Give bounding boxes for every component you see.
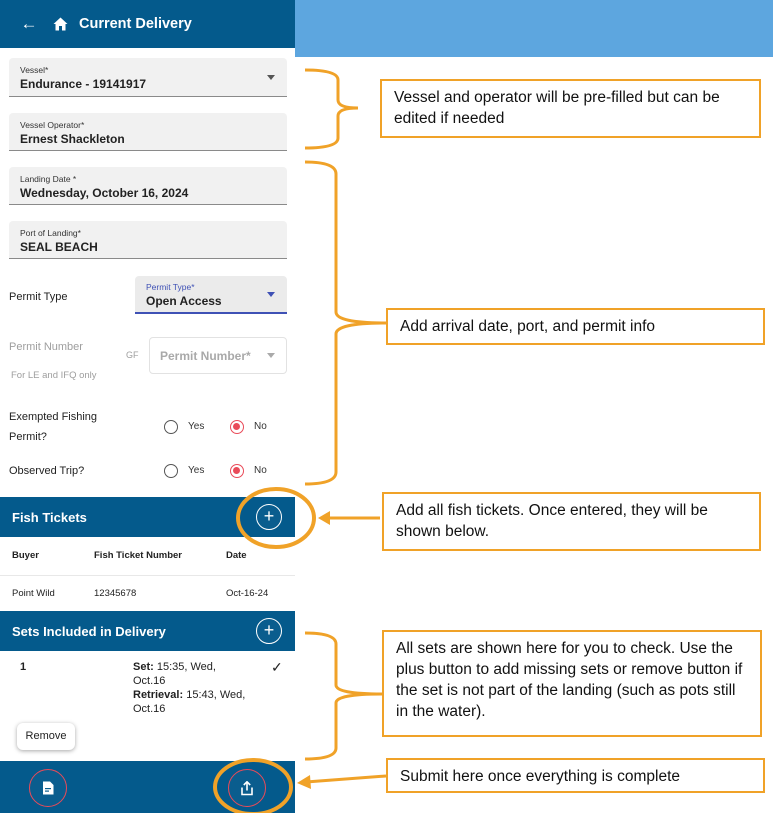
bracket-sets <box>305 633 382 759</box>
fish-tickets-header <box>0 497 295 537</box>
callout-tickets: Add all fish tickets. Once entered, they will be shown below. <box>382 492 761 551</box>
caret-down-icon <box>267 292 275 297</box>
ticket-date: Oct-16-24 <box>226 588 269 599</box>
share-upload-icon <box>240 781 254 796</box>
bottom-bar <box>0 761 295 813</box>
retrieval-value-line2: Oct.16 <box>133 703 166 715</box>
exempted-no-label: No <box>254 421 267 432</box>
set-index: 1 <box>20 661 27 673</box>
add-set-button[interactable]: + <box>256 618 282 644</box>
column-buyer: Buyer <box>12 550 39 561</box>
exempted-no-radio[interactable] <box>230 420 244 434</box>
permit-type-select[interactable] <box>135 276 287 314</box>
permit-number-hint: For LE and IFQ only <box>11 370 97 381</box>
submit-button[interactable] <box>228 769 266 807</box>
sets-title: Sets Included in Delivery <box>12 624 166 639</box>
callout-arrival: Add arrival date, port, and permit info <box>386 308 765 345</box>
permit-number-placeholder: Permit Number* <box>160 349 251 363</box>
arrow-tickets-icon <box>318 511 330 525</box>
vessel-label: Vessel* <box>20 65 49 75</box>
bracket-vessel <box>305 70 358 148</box>
bracket-arrival <box>305 162 386 484</box>
permit-type-label: Permit Type* <box>146 282 195 292</box>
divider <box>0 575 295 576</box>
caret-down-icon <box>267 353 275 358</box>
sets-header <box>0 611 295 651</box>
observed-yes-radio[interactable] <box>164 464 178 478</box>
set-value-line2: Oct.16 <box>133 675 166 687</box>
set-value-line1: 15:35, Wed, <box>156 661 216 673</box>
permit-number-prefix: GF <box>126 350 139 360</box>
exempted-label-line2: Permit? <box>9 431 47 443</box>
arrow-submit-icon <box>297 775 311 789</box>
retrieval-time <box>133 688 245 702</box>
document-button[interactable] <box>29 769 67 807</box>
caret-down-icon <box>267 75 275 80</box>
arrow-left-icon[interactable]: ← <box>20 14 38 33</box>
observed-trip-label: Observed Trip? <box>9 465 85 477</box>
vessel-select[interactable] <box>9 58 287 97</box>
ticket-number: 12345678 <box>94 588 137 599</box>
callout-sets: All sets are shown here for you to check. Use the plus button to add missing sets or remove button if the set is not part of the landing (such as pots still in the water). <box>382 630 762 737</box>
app-bar <box>0 0 295 48</box>
top-banner-strip <box>295 0 773 57</box>
observed-no-label: No <box>254 465 267 476</box>
permit-type-row-label: Permit Type <box>9 291 68 303</box>
exempted-yes-radio[interactable] <box>164 420 178 434</box>
home-icon[interactable] <box>53 17 73 31</box>
vessel-value: Endurance - 19141917 <box>20 77 147 91</box>
add-fish-ticket-button[interactable]: + <box>256 504 282 530</box>
page-title: Current Delivery <box>79 16 192 32</box>
remove-set-button[interactable]: Remove <box>17 723 75 750</box>
vessel-operator-field[interactable] <box>9 113 287 151</box>
column-fish-ticket-number: Fish Ticket Number <box>94 550 182 561</box>
operator-value: Ernest Shackleton <box>20 132 125 146</box>
observed-no-radio[interactable] <box>230 464 244 478</box>
operator-label: Vessel Operator* <box>20 120 85 130</box>
retrieval-value-line1: 15:43, Wed, <box>186 689 246 701</box>
exempted-label-line1: Exempted Fishing <box>9 411 98 423</box>
document-icon <box>42 781 54 795</box>
set-label: Set: <box>133 661 154 673</box>
check-icon[interactable]: ✓ <box>271 659 283 675</box>
landing-date-label: Landing Date * <box>20 174 77 184</box>
landing-date-value: Wednesday, October 16, 2024 <box>20 186 189 200</box>
retrieval-label: Retrieval: <box>133 689 184 701</box>
exempted-yes-label: Yes <box>188 421 205 432</box>
landing-date-field[interactable] <box>9 167 287 205</box>
permit-number-row-label: Permit Number <box>9 341 83 353</box>
port-of-landing-field[interactable] <box>9 221 287 259</box>
fish-tickets-title: Fish Tickets <box>12 510 87 525</box>
callout-submit: Submit here once everything is complete <box>386 758 765 793</box>
ticket-buyer: Point Wild <box>12 588 55 599</box>
port-value: SEAL BEACH <box>20 240 98 254</box>
permit-type-value: Open Access <box>146 294 222 308</box>
port-label: Port of Landing* <box>20 228 81 238</box>
column-date: Date <box>226 550 247 561</box>
phone-screen <box>0 0 295 813</box>
set-time <box>133 660 216 674</box>
permit-number-select[interactable] <box>149 337 287 374</box>
observed-yes-label: Yes <box>188 465 205 476</box>
callout-vessel: Vessel and operator will be pre-filled but can be edited if needed <box>380 79 761 138</box>
